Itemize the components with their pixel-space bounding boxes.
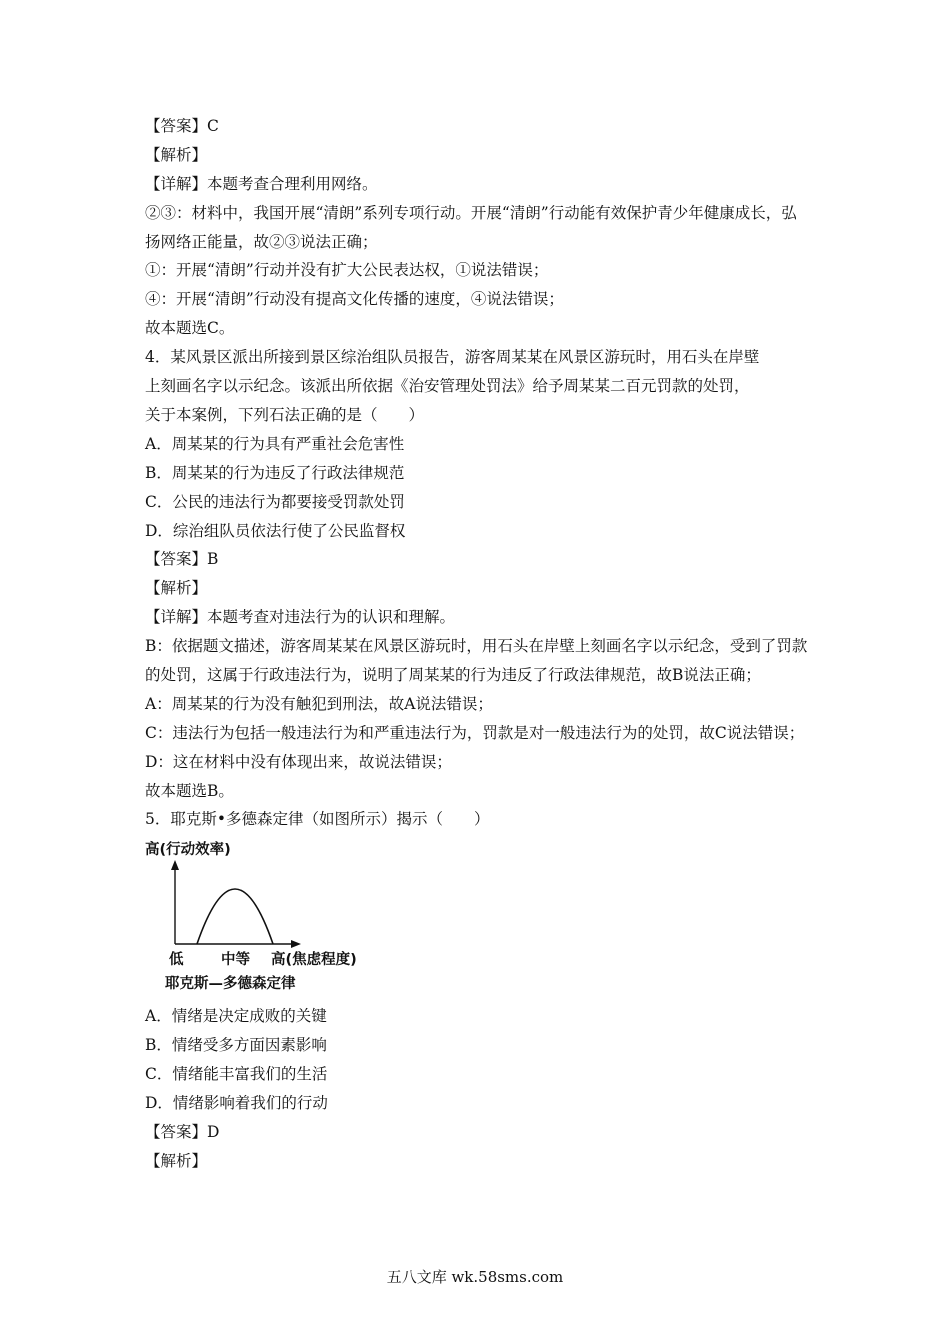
q5-analysis-heading: 【解析】 <box>145 1151 208 1170</box>
q4-analysis-heading: 【解析】 <box>145 579 208 598</box>
q4-option-a: A．周某某的行为具有严重社会危害性 <box>145 434 405 453</box>
q4-paragraph-2: A：周某某的行为没有触犯到刑法，故A说法错误； <box>145 694 493 713</box>
q4-paragraph-4: D：这在材料中没有体现出来，故说法错误； <box>145 752 452 771</box>
q5-stem: 5．耶克斯•多德森定律（如图所示）揭示（ ） <box>145 810 490 829</box>
q4-option-c: C．公民的违法行为都要接受罚款处罚 <box>145 492 405 511</box>
q3-analysis-heading: 【解析】 <box>145 145 208 164</box>
q3-paragraph-4: 故本题选C。 <box>145 319 235 338</box>
x-axis-arrow <box>291 940 301 948</box>
figure-y-axis-title: 高(行动效率) <box>145 842 231 859</box>
q4-paragraph-3: C：违法行为包括一般违法行为和严重违法行为，罚款是对一般违法行为的处罚，故C说法错误； <box>145 723 805 742</box>
figure-caption: 耶克斯—多德森定律 <box>165 976 296 993</box>
document-body <box>145 112 810 1176</box>
y-axis-arrow <box>171 860 179 870</box>
q4-stem-line-2: 上刻画名字以示纪念。该派出所依据《治安管理处罚法》给予周某某二百元罚款的处罚， <box>145 377 750 396</box>
q4-paragraph-1: B：依据题文描述，游客周某某在风景区游玩时，用石头在岸壁上刻画名字以示纪念，受到了罚款的处罚，这属于行政违法行为，说明了周某某的行为违反了行政法律规范，故B说法正确； <box>145 637 808 684</box>
q4-option-d: D．综治组队员依法行使了公民监督权 <box>145 521 406 540</box>
q4-detail: 【详解】本题考查对违法行为的认识和理解。 <box>145 608 456 627</box>
q4-option-b: B．周某某的行为违反了行政法律规范 <box>145 463 405 482</box>
q4-answer: 【答案】B <box>145 550 219 569</box>
figure-tick-high: 高(焦虑程度) <box>271 952 357 969</box>
q3-paragraph-1: ②③：材料中，我国开展“清朗”系列专项行动。开展“清朗”行动能有效保护青少年健康成长，弘扬网络正能量，故②③说法正确； <box>145 203 797 251</box>
q5-answer: 【答案】D <box>145 1122 220 1141</box>
q3-paragraph-2: ①：开展“清朗”行动并没有扩大公民表达权，①说法错误； <box>145 261 549 280</box>
q5-option-c: C．情绪能丰富我们的生活 <box>145 1065 328 1084</box>
q5-option-a: A．情绪是决定成败的关键 <box>145 1007 327 1026</box>
figure-tick-low: 低 <box>169 952 184 969</box>
q5-option-b: B．情绪受多方面因素影响 <box>145 1036 327 1055</box>
q3-detail: 【详解】本题考查合理利用网络。 <box>145 174 378 193</box>
q3-paragraph-3: ④：开展“清朗”行动没有提高文化传播的速度，④说法错误； <box>145 290 564 309</box>
figure-tick-medium: 中等 <box>221 952 250 969</box>
yerkes-dodson-figure <box>145 838 375 996</box>
q4-paragraph-5: 故本题选B。 <box>145 781 234 800</box>
q4-stem-line-3: 关于本案例，下列石法正确的是（ ） <box>145 405 425 424</box>
q3-answer: 【答案】C <box>145 117 219 135</box>
inverted-u-curve <box>197 889 273 944</box>
page-footer-watermark: 五八文库 wk.58sms.com <box>386 1268 564 1286</box>
q4-stem-line-1: 4．某风景区派出所接到景区综治组队员报告，游客周某某在风景区游玩时，用石头在岸壁 <box>145 348 760 367</box>
q5-option-d: D．情绪影响着我们的行动 <box>145 1094 328 1113</box>
